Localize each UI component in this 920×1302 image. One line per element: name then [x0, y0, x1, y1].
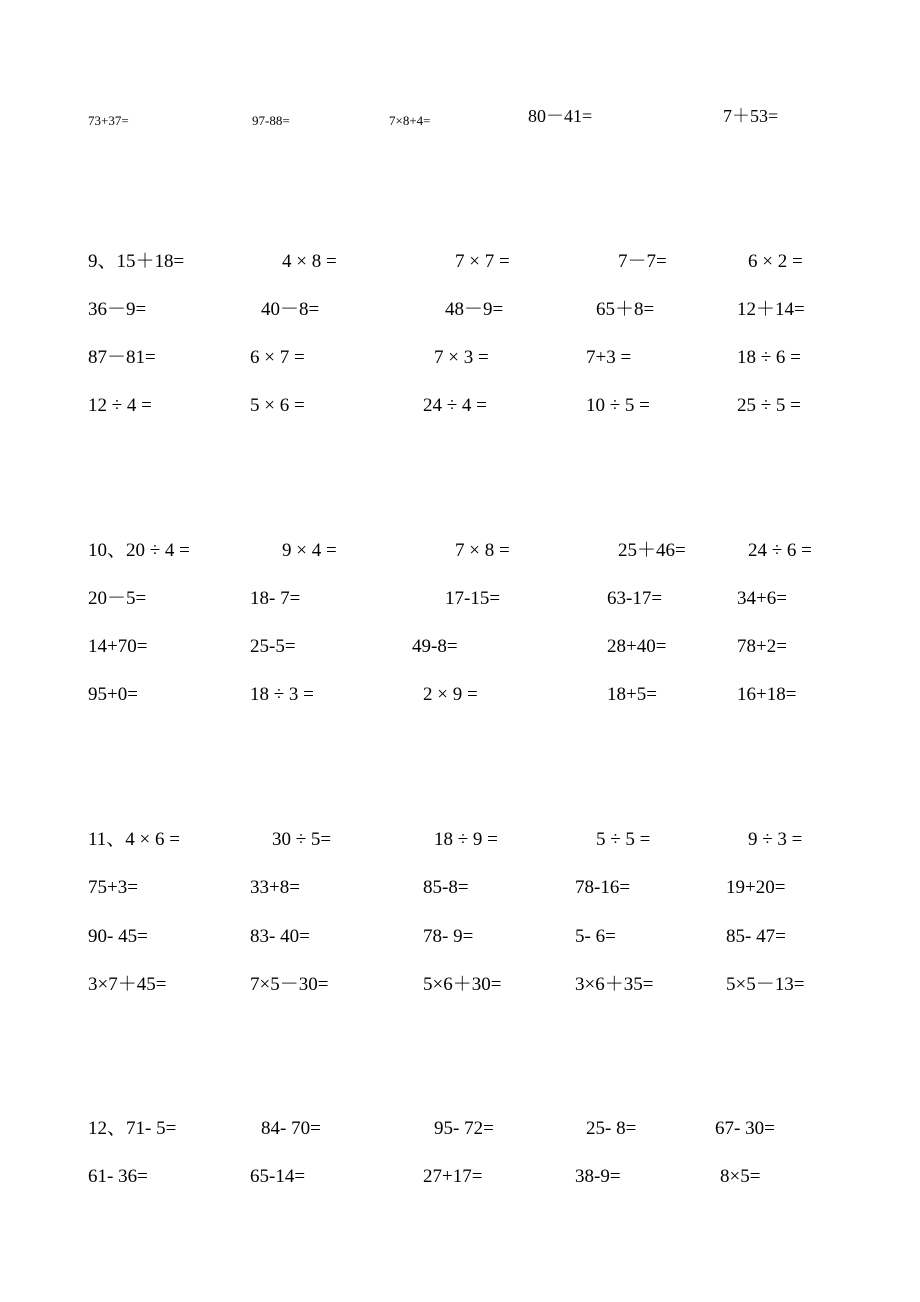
problem: 6 × 2 =: [748, 251, 803, 272]
problem: 65＋8=: [596, 299, 655, 320]
problem: 78- 9=: [423, 926, 474, 947]
problem: 7 × 8 =: [455, 540, 510, 561]
problem: 78+2=: [737, 636, 787, 657]
problem: 67- 30=: [715, 1118, 775, 1139]
problem: 78-16=: [575, 877, 631, 898]
problem: 48－9=: [445, 299, 504, 320]
problem: 65-14=: [250, 1166, 306, 1187]
problem: 9 ÷ 3 =: [748, 829, 803, 850]
problem: 3×6＋35=: [575, 974, 654, 995]
problem: 85-8=: [423, 877, 469, 898]
problem: 4 × 8 =: [282, 251, 337, 272]
problem: 34+6=: [737, 588, 787, 609]
problem: 6 × 7 =: [250, 347, 305, 368]
problem: 7－7=: [618, 251, 667, 272]
problem: 12＋14=: [737, 299, 805, 320]
problem: 18+5=: [607, 684, 657, 705]
problem-73-plus-37: 73+37=: [88, 113, 129, 128]
problem: 18- 7=: [250, 588, 301, 609]
problem: 5- 6=: [575, 926, 616, 947]
problem-7-plus-53: 7＋53=: [723, 106, 779, 126]
problem: 49-8=: [412, 636, 458, 657]
problem: 11、4 × 6 =: [88, 829, 180, 850]
problem: 95+0=: [88, 684, 138, 705]
problem: 75+3=: [88, 877, 138, 898]
problem: 7×5－30=: [250, 974, 329, 995]
problem: 7 × 7 =: [455, 251, 510, 272]
problem: 17-15=: [445, 588, 501, 609]
problem: 5 × 6 =: [250, 395, 305, 416]
problem: 84- 70=: [261, 1118, 321, 1139]
problem: 20－5=: [88, 588, 147, 609]
problem: 7+3 =: [586, 347, 632, 368]
problem: 5×5－13=: [726, 974, 805, 995]
problem: 18 ÷ 3 =: [250, 684, 314, 705]
problem: 12 ÷ 4 =: [88, 395, 152, 416]
problem: 19+20=: [726, 877, 786, 898]
problem: 5 ÷ 5 =: [596, 829, 651, 850]
problem: 2 × 9 =: [423, 684, 478, 705]
problem: 5×6＋30=: [423, 974, 502, 995]
problem: 30 ÷ 5=: [272, 829, 332, 850]
problem: 7 × 3 =: [434, 347, 489, 368]
problem: 25 ÷ 5 =: [737, 395, 801, 416]
problem: 38-9=: [575, 1166, 621, 1187]
problem: 83- 40=: [250, 926, 310, 947]
problem: 10、20 ÷ 4 =: [88, 540, 190, 561]
problem: 27+17=: [423, 1166, 483, 1187]
problem: 9、15＋18=: [88, 251, 185, 272]
problem: 40－8=: [261, 299, 320, 320]
problem: 36－9=: [88, 299, 147, 320]
problem-97-minus-88: 97-88=: [252, 113, 290, 128]
problem: 24 ÷ 4 =: [423, 395, 487, 416]
problem: 24 ÷ 6 =: [748, 540, 812, 561]
problem: 85- 47=: [726, 926, 786, 947]
problem-80-minus-41: 80－41=: [528, 106, 593, 126]
problem-7x8-plus-4: 7×8+4=: [389, 113, 431, 128]
problem: 14+70=: [88, 636, 148, 657]
problem: 25- 8=: [586, 1118, 637, 1139]
problem: 18 ÷ 9 =: [434, 829, 498, 850]
problem: 16+18=: [737, 684, 797, 705]
problem: 18 ÷ 6 =: [737, 347, 801, 368]
problem: 10 ÷ 5 =: [586, 395, 650, 416]
problem: 3×7＋45=: [88, 974, 167, 995]
problem: 25-5=: [250, 636, 296, 657]
problem: 87－81=: [88, 347, 156, 368]
problem: 8×5=: [720, 1166, 761, 1187]
problem: 28+40=: [607, 636, 667, 657]
problem: 12、71- 5=: [88, 1118, 177, 1139]
problem: 25＋46=: [618, 540, 686, 561]
problem: 90- 45=: [88, 926, 148, 947]
problem: 33+8=: [250, 877, 300, 898]
problem: 63-17=: [607, 588, 663, 609]
problem: 95- 72=: [434, 1118, 494, 1139]
problem: 61- 36=: [88, 1166, 148, 1187]
problem: 9 × 4 =: [282, 540, 337, 561]
